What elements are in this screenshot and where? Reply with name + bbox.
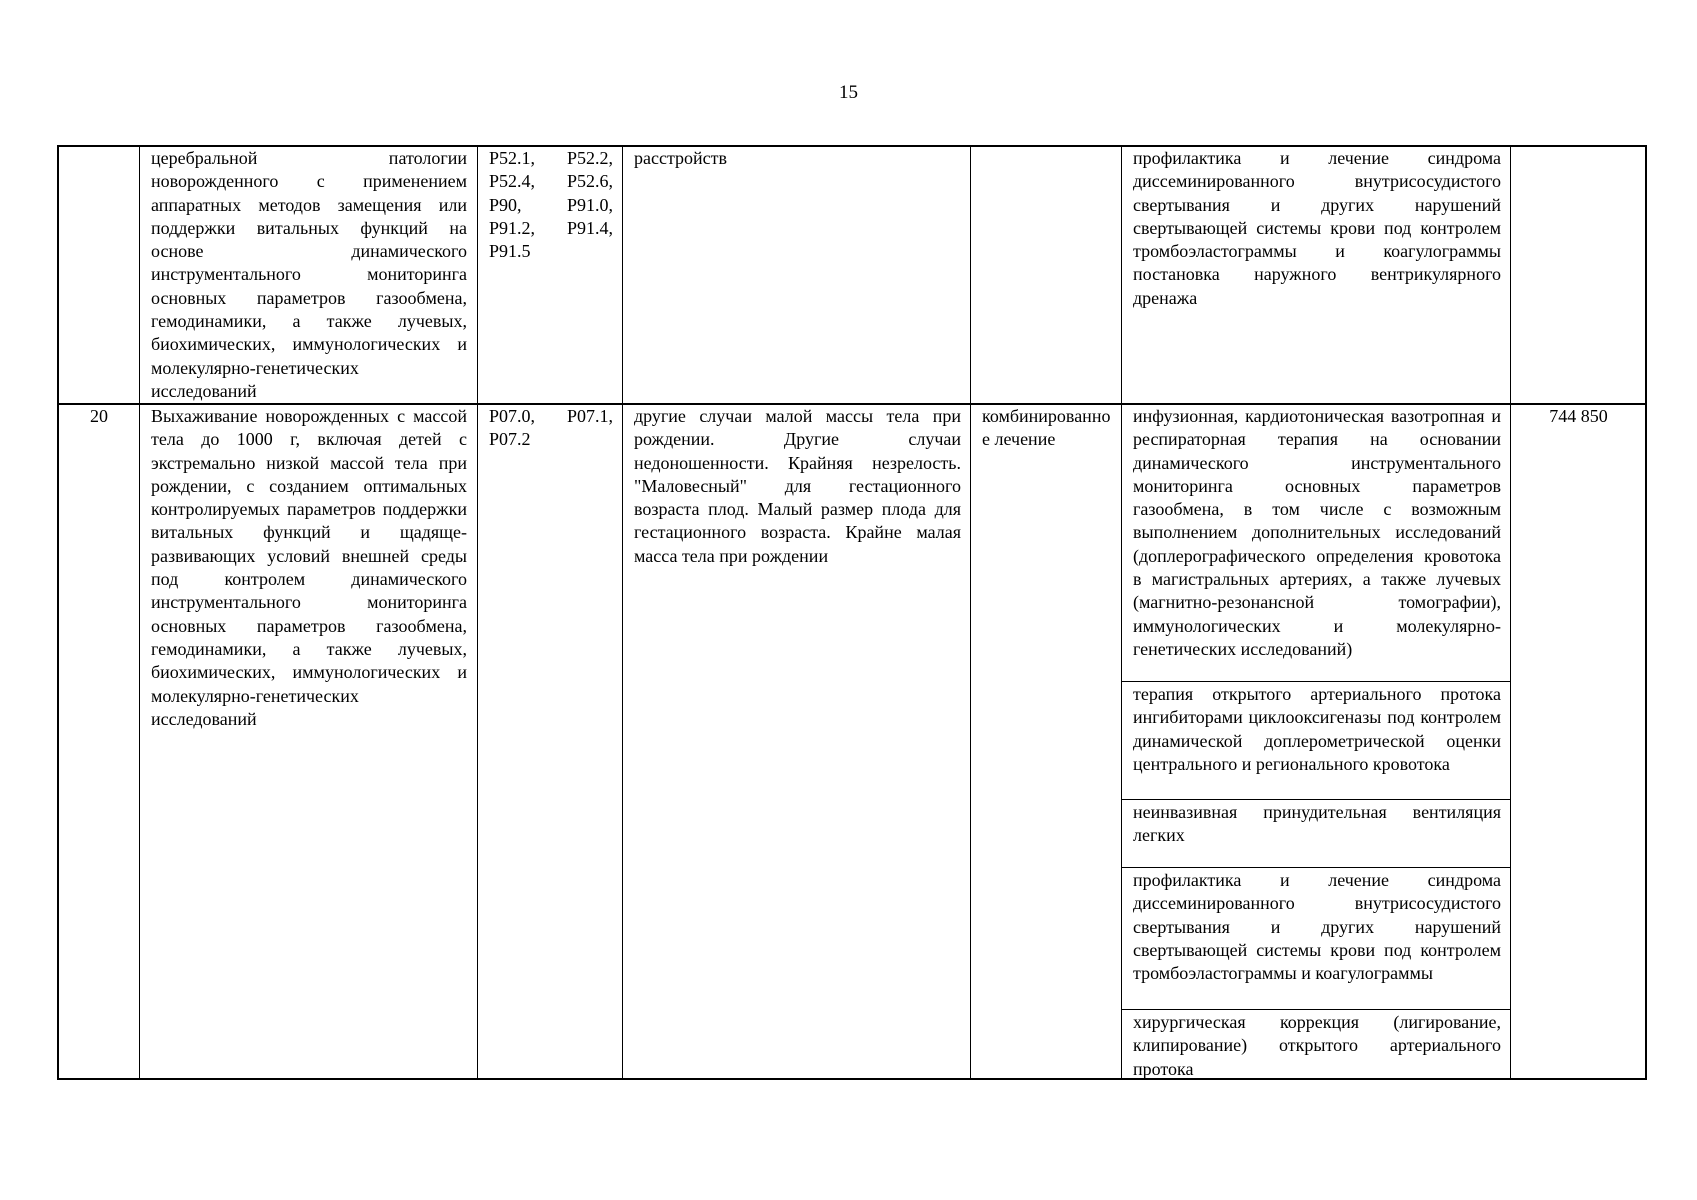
column-divider [1510, 147, 1511, 1078]
icd-code: P07.0, [489, 406, 536, 426]
method-divider [1121, 867, 1510, 868]
icd-code: P91.0, [566, 194, 613, 215]
icd-code: P52.6, [566, 171, 613, 192]
column-divider [139, 147, 140, 1078]
column-divider [622, 147, 623, 1078]
code-row [489, 194, 613, 217]
treatment-method: хирургическая коррекция (лигирование, клипирование) открытого артериального протока [1133, 1012, 1501, 1079]
row-number: 20 [90, 406, 108, 426]
icd-code: P52.2, [566, 148, 613, 168]
icd-code: P91.2, [489, 217, 536, 238]
icd-code: P90, [489, 194, 522, 215]
column-divider [970, 147, 971, 1078]
diagnosis: расстройств [634, 148, 728, 168]
icd-code: P52.1, [489, 148, 536, 168]
treatment-method: профилактика и лечение синдрома диссеминированного внутрисосудистого свертывания и других нарушений свертывающей системы крови под контролем тромбоэластограммы и коагулограммы [1133, 870, 1501, 984]
column-divider [1121, 147, 1122, 1078]
icd-code: P07.2 [489, 429, 531, 450]
icd-codes [489, 405, 613, 452]
method-divider [1121, 1009, 1510, 1010]
treatment-type: комбинированное лечение [982, 406, 1111, 450]
method-divider [1121, 681, 1510, 682]
treatment-method: инфузионная, кардиотоническая вазотропная и респираторная терапия на основании динамического инструментального мониторинга основных параметров газообмена, в том числе с возможным выполнением дополнительных исследований (доплерографического определения кровотока в магистральных артериях, а также лучевых (магнитно-резонансной томографии), иммунологических и молекулярно-генетических исследований) [1133, 406, 1501, 659]
code-row [489, 240, 613, 263]
icd-code: P91.4, [566, 217, 613, 238]
code-row [489, 147, 613, 170]
page-number: 15 [839, 82, 858, 103]
treatment-method: профилактика и лечение синдрома диссеминированного внутрисосудистого свертывания и других нарушений свертывающей системы крови под контролем тромбоэластограммы и коагулограммы постановка наружного вентрикулярного дренажа [1133, 148, 1501, 308]
diagnosis: другие случаи малой массы тела при рождении. Другие случаи недоношенности. Крайняя незрелость. "Маловесный" для гестационного возраста плод. Малый размер плода для гестационного возраста. Крайне малая масса тела при рождении [634, 406, 961, 566]
icd-code: P91.5 [489, 241, 531, 262]
treatment-method: неинвазивная принудительная вентиляция легких [1133, 802, 1501, 846]
code-row [489, 170, 613, 193]
code-row [489, 428, 613, 451]
method-divider [1121, 799, 1510, 800]
icd-codes [489, 147, 613, 263]
column-divider [477, 147, 478, 1078]
care-type-name: церебральной патологии новорожденного с применением аппаратных методов замещения или поддержки витальных функций на основе динамического инструментального мониторинга основных параметров газообмена, гемодинамики, а также лучевых, биохимических, иммунологических и молекулярно-генетических исследований [151, 148, 467, 401]
care-type-name: Выхаживание новорожденных с массой тела до 1000 г, включая детей с экстремально низкой массой тела при рождении, с созданием оптимальных контролируемых параметров поддержки витальных функций и щадяще-развивающих условий внешней среды под контролем динамического инструментального мониторинга основных параметров газообмена, гемодинамики, а также лучевых, биохимических, иммунологических и молекулярно-генетических исследований [151, 406, 467, 729]
icd-code: P52.4, [489, 171, 536, 192]
code-row [489, 217, 613, 240]
cost: 744 850 [1549, 406, 1608, 426]
treatment-method: терапия открытого артериального протока ингибиторами циклооксигеназы под контролем динамической доплерометрической оценки центрального и регионального кровотока [1133, 684, 1501, 774]
medical-care-table [57, 145, 1647, 1080]
icd-code: P07.1, [566, 406, 613, 426]
code-row [489, 405, 613, 428]
